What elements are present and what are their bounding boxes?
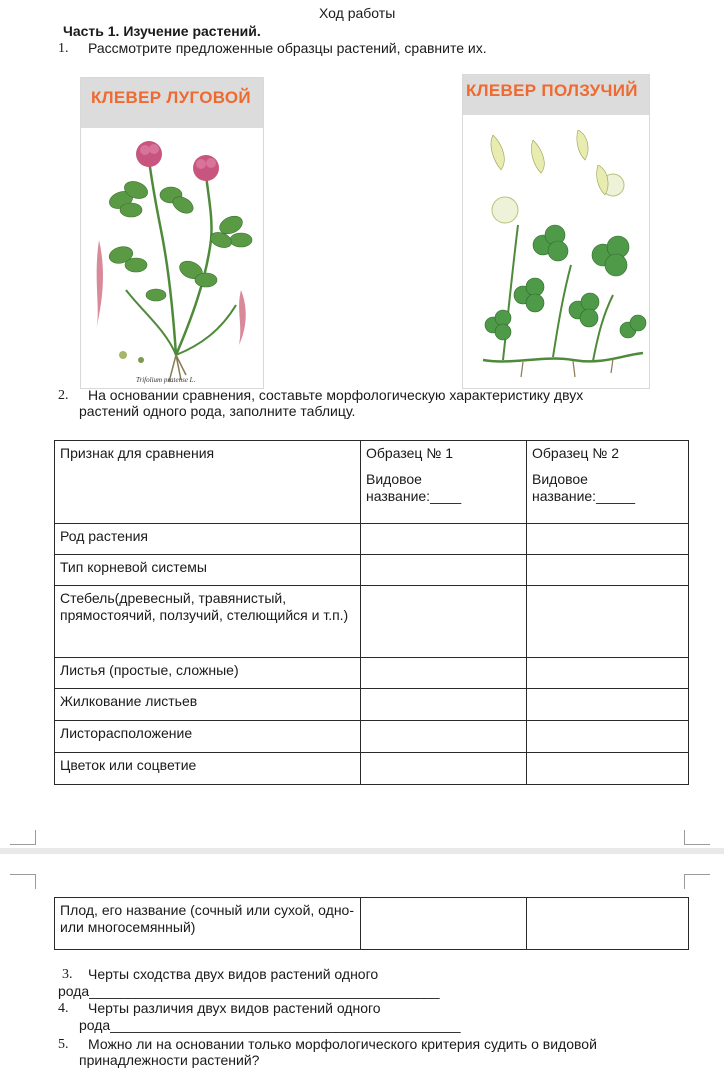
row-label-stem: Стебель(древесный, травянистый, прямостоячий, ползучий, стелющийся и т.п.) xyxy=(55,586,361,658)
header-feature: Признак для сравнения xyxy=(55,441,361,524)
task3-line2: рода_____________________________________________ xyxy=(58,983,440,999)
page-corner-mark xyxy=(10,874,36,889)
comparison-table-continued xyxy=(54,897,689,950)
table-row xyxy=(55,721,689,753)
page-heading: Ход работы xyxy=(319,5,396,21)
table-row xyxy=(55,658,689,689)
task3-number: 3. xyxy=(62,967,73,982)
task2-line2: растений одного рода, заполните таблицу. xyxy=(79,403,356,419)
task5-line2: принадлежности растений? xyxy=(79,1052,260,1068)
white-clover-label: КЛЕВЕР ПОЛЗУЧИЙ xyxy=(466,81,638,100)
red-clover-label: КЛЕВЕР ЛУГОВОЙ xyxy=(91,88,251,107)
table-row xyxy=(55,898,689,950)
header-sample-2[interactable] xyxy=(527,441,689,524)
page-break xyxy=(0,848,724,854)
red-clover-illustration xyxy=(81,130,263,388)
cell-sample1[interactable] xyxy=(361,721,527,753)
cell-sample2[interactable] xyxy=(527,555,689,586)
task2-line1: На основании сравнения, составьте морфологическую характеристику двух xyxy=(88,387,584,403)
table-row xyxy=(55,689,689,721)
page-corner-mark xyxy=(684,830,710,845)
table-row xyxy=(55,524,689,555)
task4-line2: рода_____________________________________________ xyxy=(79,1017,461,1033)
cell-sample2[interactable] xyxy=(527,658,689,689)
row-label-venation: Жилкование листьев xyxy=(55,689,361,721)
table-header-row xyxy=(55,441,689,524)
sample1-title: Образец № 1 xyxy=(366,445,453,461)
cell-sample2[interactable] xyxy=(527,524,689,555)
cell-sample1[interactable] xyxy=(361,658,527,689)
task5-number: 5. xyxy=(58,1037,69,1052)
task4-line1: Черты различия двух видов растений одного xyxy=(88,1000,381,1016)
cell-sample1[interactable] xyxy=(361,898,527,950)
row-label-leaf-arrangement: Листорасположение xyxy=(55,721,361,753)
table-row xyxy=(55,586,689,658)
page-corner-mark xyxy=(10,830,36,845)
table-row xyxy=(55,555,689,586)
cell-sample1[interactable] xyxy=(361,689,527,721)
task3-line1: Черты сходства двух видов растений одного xyxy=(88,966,379,982)
task2-number: 2. xyxy=(58,388,69,403)
cell-sample1[interactable] xyxy=(361,524,527,555)
sample1-species-name: название:____ xyxy=(366,488,462,504)
row-label-flower: Цветок или соцветие xyxy=(55,753,361,785)
cell-sample1[interactable] xyxy=(361,586,527,658)
page-corner-mark xyxy=(684,874,710,889)
cell-sample2[interactable] xyxy=(527,689,689,721)
table-row xyxy=(55,753,689,785)
header-sample-1[interactable] xyxy=(361,441,527,524)
row-label-genus: Род растения xyxy=(55,524,361,555)
part-title: Часть 1. Изучение растений. xyxy=(63,23,261,39)
task1-text: Рассмотрите предложенные образцы растений, сравните их. xyxy=(88,40,487,56)
cell-sample2[interactable] xyxy=(527,898,689,950)
sample2-species-name: название:_____ xyxy=(532,488,636,504)
red-clover-caption: Trifolium pratense L. xyxy=(136,376,196,384)
cell-sample2[interactable] xyxy=(527,721,689,753)
row-label-leaves: Листья (простые, сложные) xyxy=(55,658,361,689)
cell-sample1[interactable] xyxy=(361,555,527,586)
white-clover-image xyxy=(462,74,650,389)
sample1-species-label: Видовое xyxy=(366,471,422,487)
cell-sample2[interactable] xyxy=(527,586,689,658)
task5-line1: Можно ли на основании только морфологического критерия судить о видовой xyxy=(88,1036,597,1052)
cell-sample2[interactable] xyxy=(527,753,689,785)
sample2-species-label: Видовое xyxy=(532,471,588,487)
cell-sample1[interactable] xyxy=(361,753,527,785)
white-clover-illustration xyxy=(463,115,649,388)
row-label-root-system: Тип корневой системы xyxy=(55,555,361,586)
red-clover-image xyxy=(80,77,264,389)
sample2-title: Образец № 2 xyxy=(532,445,619,461)
task4-number: 4. xyxy=(58,1001,69,1016)
task1-number: 1. xyxy=(58,41,69,56)
row-label-fruit: Плод, его название (сочный или сухой, одно- или многосемянный) xyxy=(55,898,361,950)
comparison-table xyxy=(54,440,689,785)
